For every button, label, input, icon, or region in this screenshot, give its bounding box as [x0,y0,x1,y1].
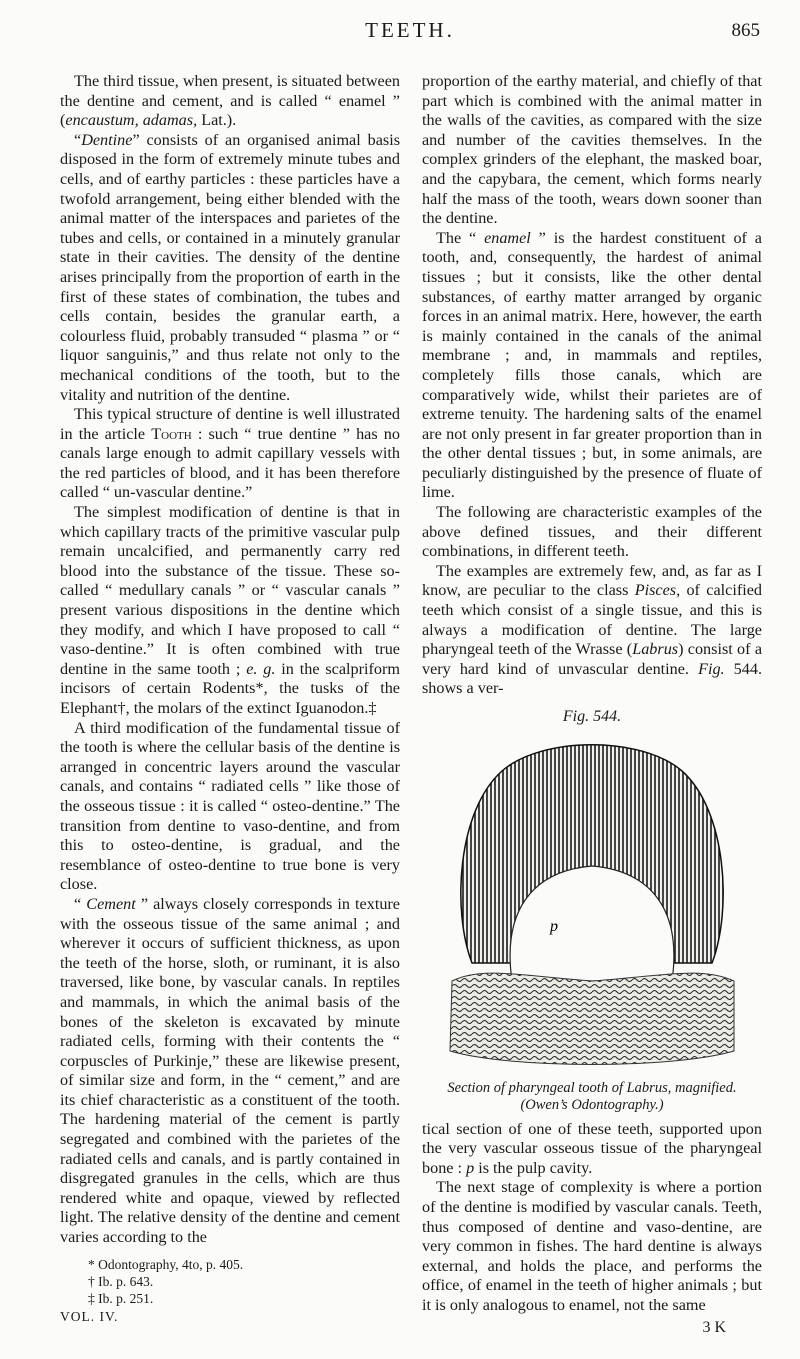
text-run: 544. shows a ver- [422,659,762,698]
text-run: Labrus [632,640,679,659]
text-run: A third modification of the fundamental tissue of the tooth is where the cellular basis of the dentine is arranged in concentric layers around the vascular canals, and contains “ radiated cells ” like those of the osseous tissue : it is called “ osteo-dentine.” The transition from dentine to vaso-dentine, and from this to osteo-dentine, is gradual, and the resemblance of osteo-dentine to true bone is very close. [60,718,400,894]
right-column [422,72,762,1337]
text-run: in the scalpriform incisors of certain Rodents*, the tusks of the Elephant†, the molars of the extinct Iguanodon.‡ [60,659,400,717]
paragraph [60,405,400,503]
text-run: This typical structure of dentine is well illustrated in the article [60,405,400,443]
page-header [60,8,760,48]
paragraph [60,503,400,719]
text-run: ” consists of an organised animal basis disposed in the form of extremely minute tubes and cells, and of earthy particles : these particles have a twofold arrangement, being either blended with the animal matter of the interspaces and parietes of the tubes and cells, or contained in a minutely granular state in their cavities. The density of the dentine arises principally from the proportion of earth in the first of these states of combination, the tubes and cells contain, besides the granular earth, a colourless fluid, probably transuded “ plasma ” or “ liquor sanguinis,” and thus relate not only to the mechanical conditions of the tooth, but to the vitality and nutrition of the dentine. [60,130,400,404]
text-run: The examples are extremely few, and, as far as I know, are peculiar to the class [422,561,762,600]
text-run: Fig. [698,659,725,678]
text-run: “ [74,894,87,913]
footnote: * Odontography, 4to, p. 405. [88,1256,244,1272]
left-paragraphs [60,72,400,1248]
text-run: ) consist of a very hard kind of unvascular dentine. [422,640,763,678]
text-run: tical section of one of these teeth, supported upon the very vascular osseous tissue of the pharyngeal bone : [422,1119,762,1177]
footnotes [60,1256,400,1307]
text-run: ” always closely corresponds in texture with the osseous tissue of the same animal ; and wherever it occurs of sufficient thickness, as upon the teeth of the horse, sloth, or ruminant, it is also traversed, like bone, by vascular canals. In reptiles and mammals, in which the animal basis of the bones of the skeleton is excavated by minute radiated cells, forming with their contents the “ corpuscles of Purkinje,” these are likewise present, of similar size and form, in the “ cement,” and are its chief characteristic as a constituent of the tooth. The hardening material of the cement is partly segregated and combined with the parietes of the radiated cells and canals, and is partly contained in disgregated granules in the cells, which are thus rendered white and opaque, viewed by reflected light. The relative density of the dentine and cement varies according to the [60,894,400,1247]
paragraph [422,562,762,699]
text-run: enamel [484,228,531,247]
text-run: encaustum, adamas, [65,111,198,130]
volume-label: VOL. IV. [60,1308,119,1324]
running-title: TEETH. [365,18,455,42]
tooth-section-figure [442,731,742,1076]
signature-mark: 3 K [702,1318,726,1336]
text-run: of calcified teeth which consist of a single tissue, and this is always a modification of dentine. The large pharyngeal teeth of the Wrasse ( [422,581,763,659]
paragraph [60,895,400,1248]
paragraph [422,229,762,503]
paragraph [60,131,400,405]
text-run: The third tissue, when present, is situated between the dentine and cement, and is called “ enamel ” ( [60,72,400,130]
paragraph [60,719,400,895]
figure-caption [422,1080,762,1114]
paragraph [422,72,762,229]
text-run: e. g. [246,659,276,678]
paragraph [422,1120,762,1179]
page-number: 865 [731,20,760,41]
footnote: † Ib. p. 643. [88,1273,154,1289]
text-run: Dentine [81,130,133,149]
pulp-cavity-letter: p [550,917,558,935]
text-run: The next stage of complexity is where a portion of the dentine is modified by vascular canals. Teeth, thus composed of dentine and vaso-dentine, are very common in fishes. The hard dentine is always external, and holds the place, and performs the office, of enamel in the teeth of higher animals ; but it is only analogous to enamel, not the same [422,1178,762,1314]
text-run: proportion of the earthy material, and chiefly of that part which is combined with the animal matter in the walls of the cavities, as compared with the size and number of the cavities themselves. In the complex grinders of the elephant, the masked boar, and the capybara, the cement, which forms nearly half the mass of the tooth, wears down sooner than the dentine. [422,72,762,228]
paragraph [422,503,762,562]
text-run: The “ [436,228,485,247]
text-run: : such “ true dentine ” has no canals large enough to admit capillary vessels with the red particles of blood, and it has been therefore called “ un-vascular dentine.” [60,424,400,502]
left-column [60,72,400,1326]
text-run: The simplest modification of dentine is that in which capillary tracts of the primitive vascular pulp remain uncalcified, and permanently carry red blood into the substance of the tissue. These so-called “ medullary canals ” or “ vascular canals ” present various dispositions in the dentine which they modify, and which I have proposed to call “ vaso-dentine.” It is often combined with true dentine in the same tooth ; [60,503,400,678]
text-run: p [466,1158,475,1177]
right-paragraphs-top [422,72,762,699]
caption-line: Section of pharyngeal tooth of Labrus, magnified. [447,1079,737,1096]
text-run: ” is the hardest constituent of a tooth, and, consequently, the hardest of animal tissues ; but it consists, like the other dental substances, of earthy matter arranged by organic forces in an animal matrix. Here, however, the earth is mainly contained in the canals of the animal membrane ; and, in mammals and reptiles, completely fills those canals, which are comparatively wide, whilst their parietes are of extreme tenuity. The hardening salts of the enamel are not only present in far greater proportion than in the other dental tissues ; but, in some animals, are peculiarly distinguished by the presence of fluate of lime. [422,228,762,502]
text-run: Tooth [151,424,192,443]
figure-label: Fig. 544. [562,708,622,725]
pharyngeal-bone-shape [450,973,734,1064]
text-run: is the pulp cavity. [474,1158,593,1177]
right-paragraphs-bottom [422,1120,762,1316]
paragraph [422,1178,762,1315]
text-run: “ [74,130,82,149]
footnote: ‡ Ib. p. 251. [88,1290,154,1306]
caption-line: (Owen’s Odontography.) [520,1096,664,1113]
paragraph [60,72,400,131]
text-run: Pisces, [634,581,681,600]
text-run: Cement [86,894,136,913]
text-run: The following are characteristic examples of the above defined tissues, and their different combinations, in different teeth. [422,503,762,561]
text-run: Lat.). [197,111,237,130]
